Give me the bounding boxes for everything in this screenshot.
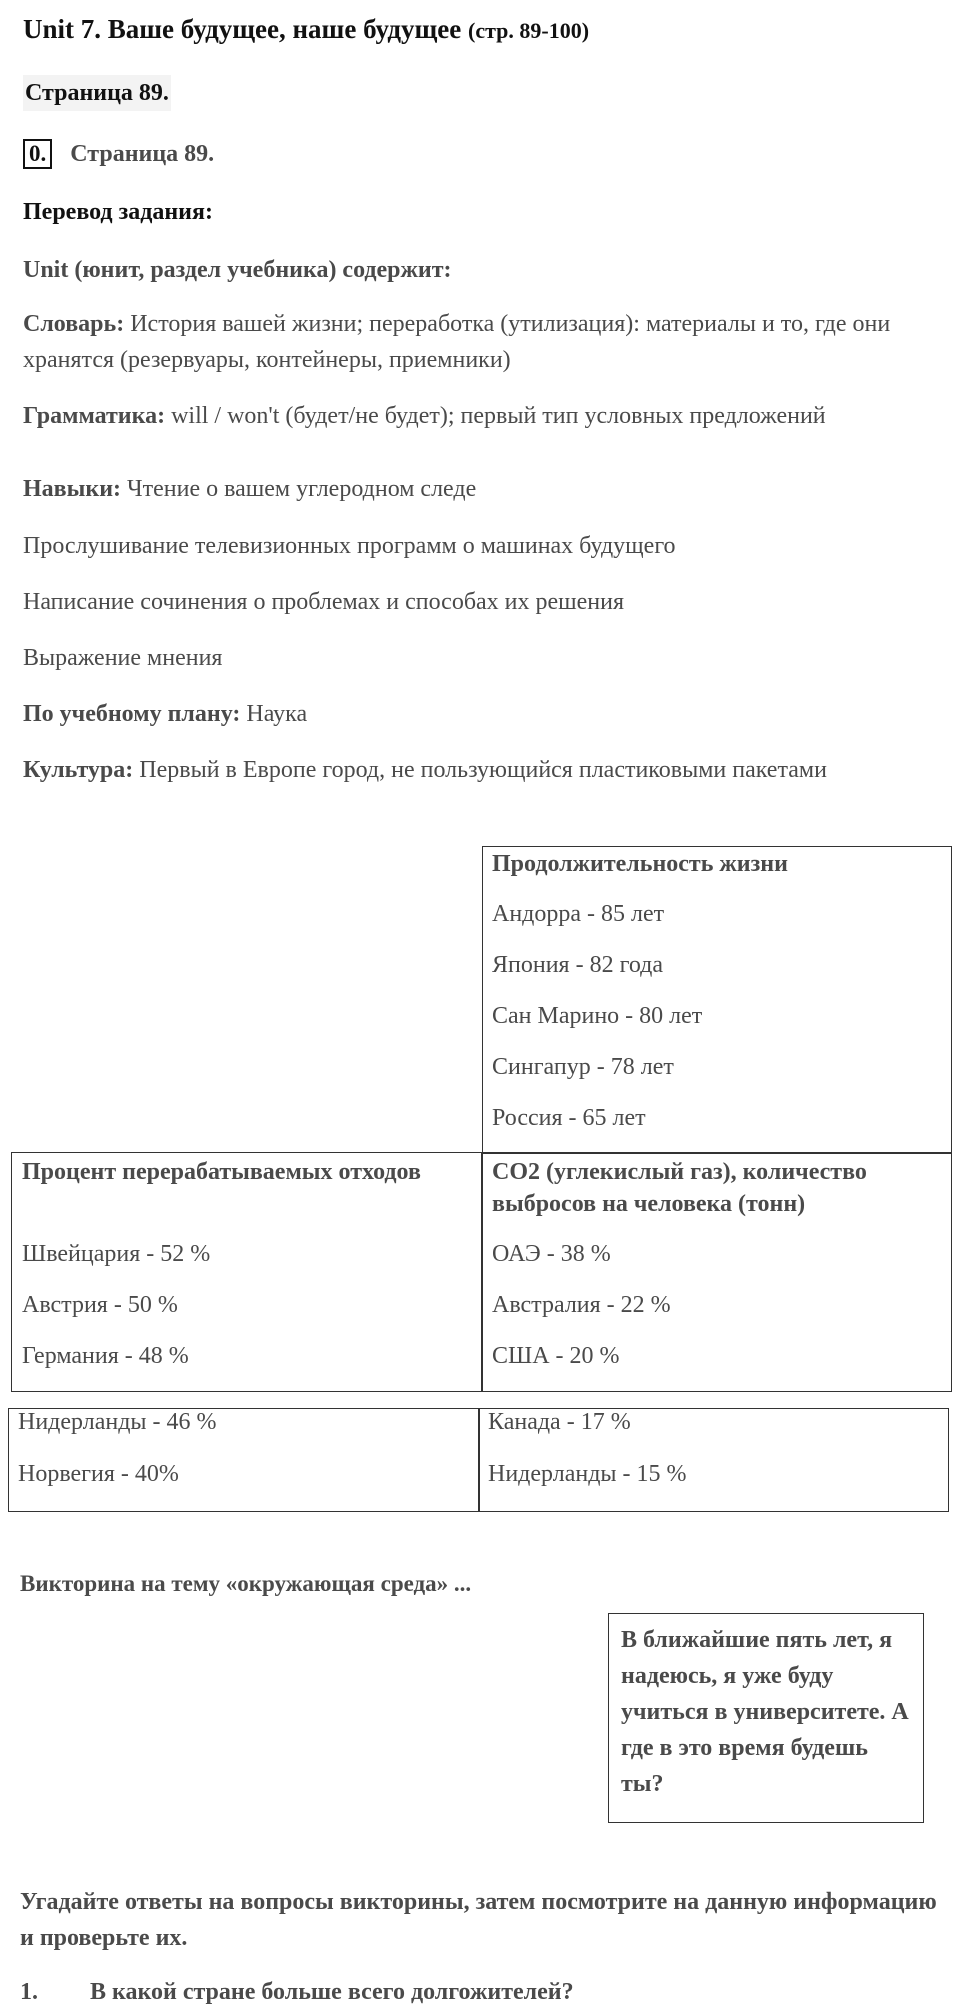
guess-instruction: Угадайте ответы на вопросы викторины, затем посмотрите на данную информацию и проверьте их. [20, 1889, 937, 1951]
page-heading: Страница 89. [23, 75, 171, 111]
recycling-row: Швейцария - 52 % [22, 1241, 211, 1267]
curriculum-text: Наука [246, 701, 308, 727]
title-pages: (стр. 89-100) [468, 18, 590, 43]
recycling-row: Германия - 48 % [22, 1343, 189, 1369]
co2-extra-row: Нидерланды - 15 % [488, 1461, 687, 1487]
co2-extra-row: Канада - 17 % [488, 1409, 631, 1435]
vocabulary-label: Словарь: [23, 311, 125, 337]
life-expectancy-header: Продолжительность жизни [492, 851, 788, 877]
question-1 [20, 1974, 574, 2010]
question-number: 1. [20, 1979, 38, 2005]
life-expectancy-row: Япония - 82 года [492, 952, 663, 978]
skill-writing: Написание сочинения о проблемах и способах их решения [23, 589, 625, 615]
recycling-row: Австрия - 50 % [22, 1292, 178, 1318]
co2-row: ОАЭ - 38 % [492, 1241, 611, 1267]
task-label: Страница 89. [70, 141, 215, 167]
translation-heading: Перевод задания: [23, 199, 213, 225]
curriculum-paragraph [23, 696, 307, 732]
skills-text: Чтение о вашем углеродном следе [127, 476, 477, 502]
skill-opinion: Выражение мнения [23, 645, 223, 671]
co2-row: Австралия - 22 % [492, 1292, 671, 1318]
skills-paragraph [23, 471, 476, 507]
culture-text: Первый в Европе город, не пользующийся пластиковыми пакетами [139, 757, 827, 783]
task-line [23, 136, 214, 172]
question-text: В какой стране больше всего долгожителей? [90, 1979, 574, 2005]
skills-label: Навыки: [23, 476, 122, 502]
life-expectancy-row: Россия - 65 лет [492, 1105, 646, 1131]
unit-contains: Unit (юнит, раздел учебника) содержит: [23, 257, 452, 283]
task-number: 0. [23, 139, 52, 169]
life-expectancy-row: Андорра - 85 лет [492, 901, 665, 927]
recycling-header: Процент перерабатываемых отходов [22, 1159, 421, 1185]
curriculum-label: По учебному плану: [23, 701, 241, 727]
vocabulary-text: История вашей жизни; переработка (утилизация): материалы и то, где они хранятся (резервуары, контейнеры, приемники) [23, 311, 891, 373]
vocabulary-paragraph [23, 306, 943, 378]
grammar-label: Грамматика: [23, 403, 166, 429]
title-main: Unit 7. Ваше будущее, наше будущее [23, 14, 462, 44]
recycling-extra-row: Норвегия - 40% [18, 1461, 179, 1487]
grammar-paragraph [23, 398, 843, 434]
life-expectancy-row: Сингапур - 78 лет [492, 1054, 674, 1080]
co2-row: США - 20 % [492, 1343, 620, 1369]
life-expectancy-row: Сан Марино - 80 лет [492, 1003, 703, 1029]
co2-header: СО2 (углекислый газ), количество выбросов на человека (тонн) [492, 1159, 867, 1217]
page-title [23, 14, 589, 45]
wish-box: В ближайшие пять лет, я надеюсь, я уже буду учиться в университете. А где в это время будешь ты? [608, 1613, 924, 1823]
skill-listening: Прослушивание телевизионных программ о машинах будущего [23, 533, 676, 559]
recycling-extra-row: Нидерланды - 46 % [18, 1409, 217, 1435]
grammar-text: will / won't (будет/не будет); первый тип условных предложений [171, 403, 826, 429]
culture-paragraph [23, 752, 883, 788]
quiz-heading: Викторина на тему «окружающая среда» ... [20, 1571, 472, 1596]
culture-label: Культура: [23, 757, 134, 783]
